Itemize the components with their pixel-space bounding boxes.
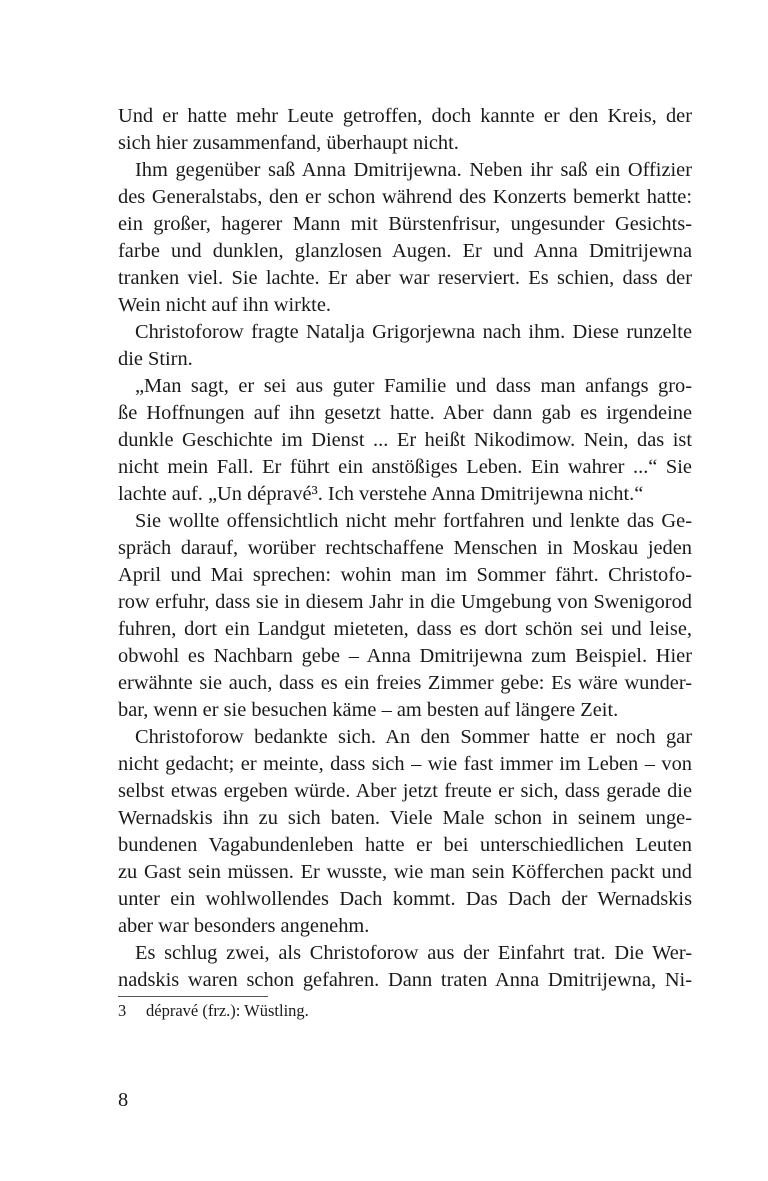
- text-line: fuhren, dort ein Landgut mieteten, dass es dort schön sei und leise,: [118, 618, 692, 640]
- text-line: ße Hoffnungen auf ihn gesetzt hatte. Aber dann gab es irgendeine: [118, 402, 692, 424]
- footnote: [118, 1000, 692, 1022]
- text-line: die Stirn.: [118, 348, 193, 370]
- text-line: lachte auf. „Un dépravé³. Ich verstehe Anna Dmitrijewna nicht.“: [118, 483, 644, 505]
- text-line: Sie wollte offensichtlich nicht mehr fortfahren und lenkte das Ge-: [135, 510, 692, 532]
- paragraph: [118, 940, 692, 994]
- paragraph: [118, 724, 692, 940]
- text-line: bar, wenn er sie besuchen käme – am besten auf längere Zeit.: [118, 699, 619, 721]
- text-line: ein großer, hagerer Mann mit Bürstenfrisur, ungesunder Gesichts-: [118, 213, 692, 235]
- text-line: nicht gedacht; er meinte, dass sich – wie fast immer im Leben – von: [118, 753, 692, 775]
- text-line: spräch darauf, worüber rechtschaffene Menschen in Moskau jeden: [118, 537, 692, 559]
- paragraph: [118, 157, 692, 319]
- paragraph: [118, 103, 692, 157]
- text-line: row erfuhr, dass sie in diesem Jahr in die Umgebung von Swenigorod: [118, 591, 692, 613]
- text-line: April und Mai sprechen: wohin man im Sommer fährt. Christofo-: [118, 564, 692, 586]
- footnote-text: dépravé (frz.): Wüstling.: [146, 1001, 309, 1020]
- text-line: tranken viel. Sie lachte. Er aber war reserviert. Es schien, dass der: [118, 267, 692, 289]
- text-line: Ihm gegenüber saß Anna Dmitrijewna. Neben ihr saß ein Offizier: [135, 159, 692, 181]
- text-line: Christoforow bedankte sich. An den Sommer hatte er noch gar: [135, 726, 692, 748]
- text-line: Es schlug zwei, als Christoforow aus der Einfahrt trat. Die Wer-: [135, 942, 692, 964]
- text-line: zu Gast sein müssen. Er wusste, wie man sein Köfferchen packt und: [118, 861, 692, 883]
- text-line: erwähnte sie auch, dass es ein freies Zimmer gebe: Es wäre wunder-: [118, 672, 692, 694]
- text-line: sich hier zusammenfand, überhaupt nicht.: [118, 132, 459, 154]
- text-line: obwohl es Nachbarn gebe – Anna Dmitrijewna zum Beispiel. Hier: [118, 645, 692, 667]
- text-line: Wernadskis ihn zu sich baten. Viele Male schon in seinem unge-: [118, 807, 692, 829]
- text-line: des Generalstabs, den er schon während des Konzerts bemerkt hatte:: [118, 186, 692, 208]
- text-line: nadskis waren schon gefahren. Dann traten Anna Dmitrijewna, Ni-: [118, 969, 692, 991]
- text-line: unter ein wohlwollendes Dach kommt. Das Dach der Wernadskis: [118, 888, 692, 910]
- text-line: Und er hatte mehr Leute getroffen, doch kannte er den Kreis, der: [118, 105, 692, 127]
- body-text: [118, 103, 692, 994]
- text-line: aber war besonders angenehm.: [118, 915, 370, 937]
- paragraph: [118, 319, 692, 373]
- footnote-divider: [118, 996, 268, 997]
- text-line: dunkle Geschichte im Dienst ... Er heißt Nikodimow. Nein, das ist: [118, 429, 692, 451]
- text-line: nicht mein Fall. Er führt ein anstößiges Leben. Ein wahrer ...“ Sie: [118, 456, 692, 478]
- text-line: Wein nicht auf ihn wirkte.: [118, 294, 331, 316]
- paragraph: [118, 508, 692, 724]
- text-line: farbe und dunklen, glanzlosen Augen. Er und Anna Dmitrijewna: [118, 240, 692, 262]
- text-line: Christoforow fragte Natalja Grigorjewna nach ihm. Diese runzelte: [135, 321, 692, 343]
- paragraph: [118, 373, 692, 508]
- text-line: „Man sagt, er sei aus guter Familie und dass man anfangs gro-: [135, 375, 692, 397]
- footnote-number: 3: [118, 1001, 127, 1020]
- text-line: selbst etwas ergeben würde. Aber jetzt freute er sich, dass gerade die: [118, 780, 692, 802]
- page-number: 8: [118, 1089, 129, 1111]
- text-line: bundenen Vagabundenleben hatte er bei unterschiedlichen Leuten: [118, 834, 692, 856]
